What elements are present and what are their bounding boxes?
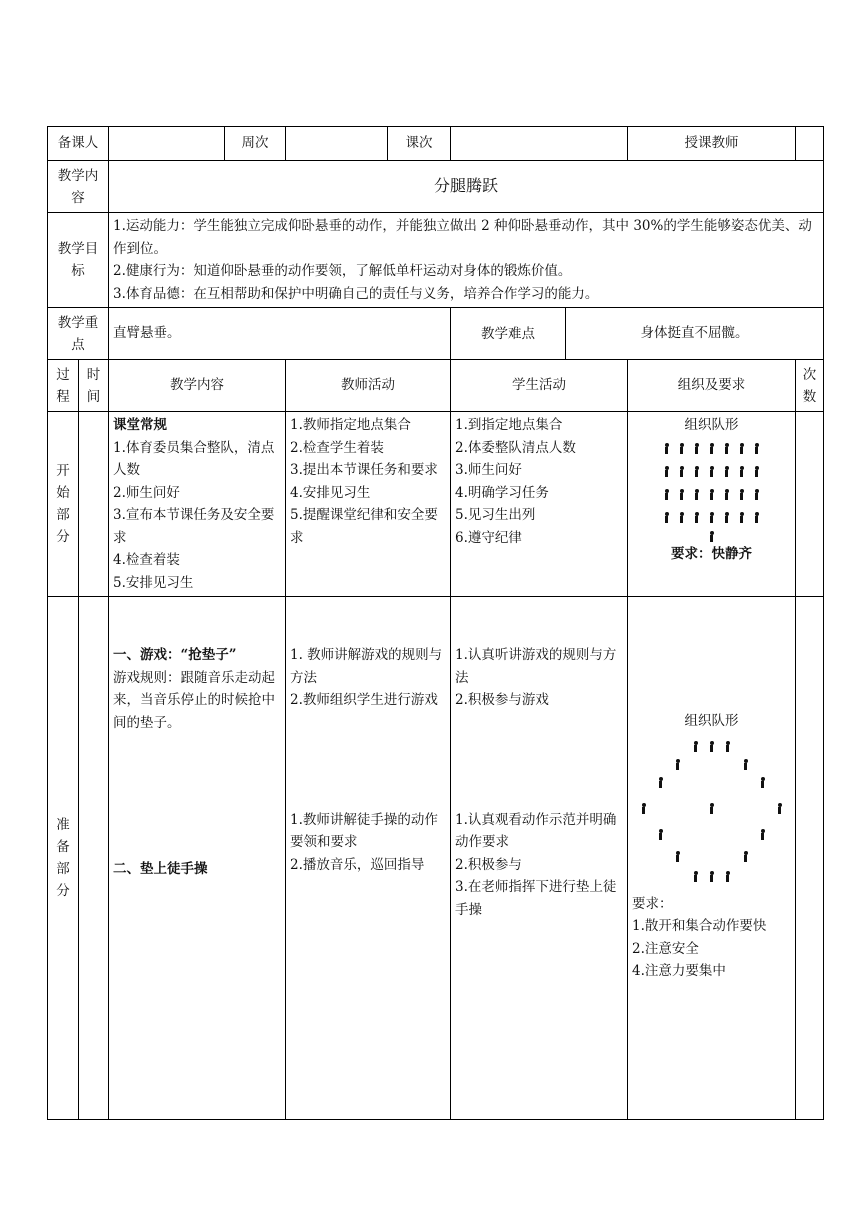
student-figure-icon — [742, 851, 750, 862]
game-rules: 游戏规则：跟随音乐走动起来，当音乐停止的时候抢中间的垫子。 — [113, 669, 275, 731]
student-figure-icon — [738, 512, 746, 523]
preparer-value — [109, 127, 225, 161]
prep-count-cell — [796, 597, 824, 1120]
student-figure-icon — [640, 803, 648, 814]
formation-title: 组织队形 — [684, 713, 739, 729]
week-label: 周次 — [225, 127, 286, 161]
organization-header: 组织及要求 — [628, 360, 796, 412]
key-points-label: 教学重点 — [48, 308, 109, 360]
list-item: 2.积极参与游戏 — [455, 692, 549, 708]
list-item: 2.师生问好 — [113, 484, 180, 501]
student-figure-icon — [692, 741, 700, 752]
circle-formation-diagram — [632, 733, 791, 893]
student-figure-icon — [678, 466, 686, 477]
list-item: 5.提醒课堂纪律和安全要求 — [290, 507, 438, 546]
student-figure-icon — [738, 443, 746, 454]
list-item: 1. 教师讲解游戏的规则与方法 — [290, 647, 443, 686]
list-item: 2.体委整队清点人数 — [455, 439, 576, 456]
student-figure-icon — [708, 531, 716, 542]
start-phase-row — [48, 412, 824, 597]
start-teacher-cell — [286, 412, 451, 597]
student-figure-icon — [753, 443, 761, 454]
student-figure-icon — [723, 512, 731, 523]
list-item: 1.教师指定地点集合 — [290, 417, 411, 433]
student-figure-icon — [663, 489, 671, 500]
prep-time-cell — [79, 597, 109, 1120]
student-figure-icon — [724, 871, 732, 882]
list-item: 2.检查学生着装 — [290, 439, 384, 456]
list-item: 1.体育委员集合整队，清点人数 — [113, 439, 275, 478]
start-student-cell — [451, 412, 628, 597]
student-figure-icon — [708, 871, 716, 882]
student-figure-icon — [693, 489, 701, 500]
formation-title: 组织队形 — [684, 417, 739, 433]
lesson-plan-table — [47, 126, 824, 1120]
content-header: 教学内容 — [109, 360, 286, 412]
time-header: 时间 — [79, 360, 109, 412]
list-item: 1.认真听讲游戏的规则与方法 — [455, 647, 617, 686]
student-figure-icon — [693, 466, 701, 477]
list-item: 2.教师组织学生进行游戏 — [290, 692, 438, 708]
student-figure-icon — [657, 777, 665, 788]
grid-formation-diagram — [632, 437, 791, 543]
student-figure-icon — [708, 803, 716, 814]
list-item: 5.见习生出列 — [455, 507, 536, 523]
teacher-activity-header: 教师活动 — [286, 360, 451, 412]
student-figure-icon — [738, 466, 746, 477]
student-figure-icon — [693, 443, 701, 454]
lesson-label: 课次 — [388, 127, 451, 161]
difficulty-label: 教学难点 — [451, 308, 566, 360]
student-figure-icon — [663, 466, 671, 477]
formation-requirement: 要求：快静齐 — [671, 545, 752, 562]
student-figure-icon — [723, 466, 731, 477]
student-figure-icon — [708, 489, 716, 500]
requirement-title: 要求： — [632, 895, 673, 912]
student-figure-icon — [692, 871, 700, 882]
game-title: 一、游戏：“抢垫子” — [113, 647, 237, 663]
list-item: 5.安排见习生 — [113, 574, 194, 591]
start-phase-label: 开始部分 — [48, 412, 79, 597]
goals-row — [48, 213, 824, 308]
goal-item: 1.运动能力：学生能独立完成仰卧悬垂的动作，并能独立做出 2 种仰卧悬垂动作，其中 30%的学生能够姿态优美、动作到位。 — [113, 218, 812, 257]
student-figure-icon — [708, 443, 716, 454]
process-header: 过程 — [48, 360, 79, 412]
count-header: 次数 — [796, 360, 824, 412]
list-item: 3.在老师指挥下进行垫上徒手操 — [455, 879, 617, 918]
key-points-value: 直臂悬垂。 — [109, 308, 451, 360]
student-figure-icon — [678, 443, 686, 454]
student-figure-icon — [674, 759, 682, 770]
list-item: 4.注意力要集中 — [632, 963, 726, 979]
student-figure-icon — [753, 489, 761, 500]
student-figure-icon — [674, 851, 682, 862]
goal-item: 3.体育品德：在互相帮助和保护中明确自己的责任与义务，培养合作学习的能力。 — [113, 285, 599, 302]
list-item: 3.宣布本节课任务及安全要求 — [113, 507, 275, 546]
list-item: 1.认真观看动作示范并明确动作要求 — [455, 811, 617, 850]
prep-student-cell — [451, 597, 628, 1120]
prep-phase-label: 准备部分 — [48, 597, 79, 1120]
list-item: 2.注意安全 — [632, 940, 699, 957]
list-item: 3.提出本节课任务和要求 — [290, 462, 438, 478]
lesson-title: 分腿腾跃 — [109, 161, 824, 213]
student-activity-header: 学生活动 — [451, 360, 628, 412]
student-figure-icon — [776, 803, 784, 814]
list-item: 4.安排见习生 — [290, 484, 371, 501]
prep-phase-row — [48, 597, 824, 1120]
list-item: 2.积极参与 — [455, 856, 522, 873]
student-figure-icon — [663, 443, 671, 454]
column-header-row — [48, 360, 824, 412]
student-figure-icon — [708, 741, 716, 752]
difficulty-value: 身体挺直不屈髋。 — [566, 308, 824, 360]
start-content-cell — [109, 412, 286, 597]
list-item: 1.散开和集合动作要快 — [632, 918, 767, 934]
content-row — [48, 161, 824, 213]
lesson-value — [451, 127, 628, 161]
goal-item: 2.健康行为：知道仰卧悬垂的动作要领，了解低单杆运动对身体的锻炼价值。 — [113, 263, 572, 279]
start-count-cell — [796, 412, 824, 597]
student-figure-icon — [738, 489, 746, 500]
list-item: 1.到指定地点集合 — [455, 417, 563, 433]
start-content-title: 课堂常规 — [113, 417, 167, 433]
student-figure-icon — [724, 741, 732, 752]
lesson-plan-document — [47, 126, 823, 1120]
student-figure-icon — [742, 759, 750, 770]
start-organization-cell — [628, 412, 796, 597]
prep-content-cell — [109, 597, 286, 1120]
student-figure-icon — [657, 829, 665, 840]
list-item: 4.明确学习任务 — [455, 484, 549, 501]
list-item: 6.遵守纪律 — [455, 529, 522, 546]
student-figure-icon — [678, 489, 686, 500]
goals-list — [109, 213, 824, 308]
preparer-label: 备课人 — [48, 127, 109, 161]
student-figure-icon — [753, 466, 761, 477]
week-value — [286, 127, 388, 161]
header-row — [48, 127, 824, 161]
student-figure-icon — [708, 512, 716, 523]
start-time-cell — [79, 412, 109, 597]
student-figure-icon — [663, 512, 671, 523]
student-figure-icon — [759, 777, 767, 788]
list-item: 3.师生问好 — [455, 462, 522, 478]
student-figure-icon — [723, 443, 731, 454]
student-figure-icon — [723, 489, 731, 500]
list-item: 4.检查着装 — [113, 552, 180, 568]
goals-label: 教学目标 — [48, 213, 109, 308]
student-figure-icon — [708, 466, 716, 477]
list-item: 2.播放音乐，巡回指导 — [290, 856, 425, 873]
prep-teacher-cell — [286, 597, 451, 1120]
list-item: 1.教师讲解徒手操的动作要领和要求 — [290, 811, 438, 850]
exercise-title: 二、垫上徒手操 — [113, 861, 208, 877]
student-figure-icon — [759, 829, 767, 840]
student-figure-icon — [678, 512, 686, 523]
student-figure-icon — [693, 512, 701, 523]
prep-organization-cell — [628, 597, 796, 1120]
teacher-label: 授课教师 — [628, 127, 796, 161]
key-points-row — [48, 308, 824, 360]
student-figure-icon — [753, 512, 761, 523]
content-label: 教学内容 — [48, 161, 109, 213]
teacher-value — [796, 127, 824, 161]
